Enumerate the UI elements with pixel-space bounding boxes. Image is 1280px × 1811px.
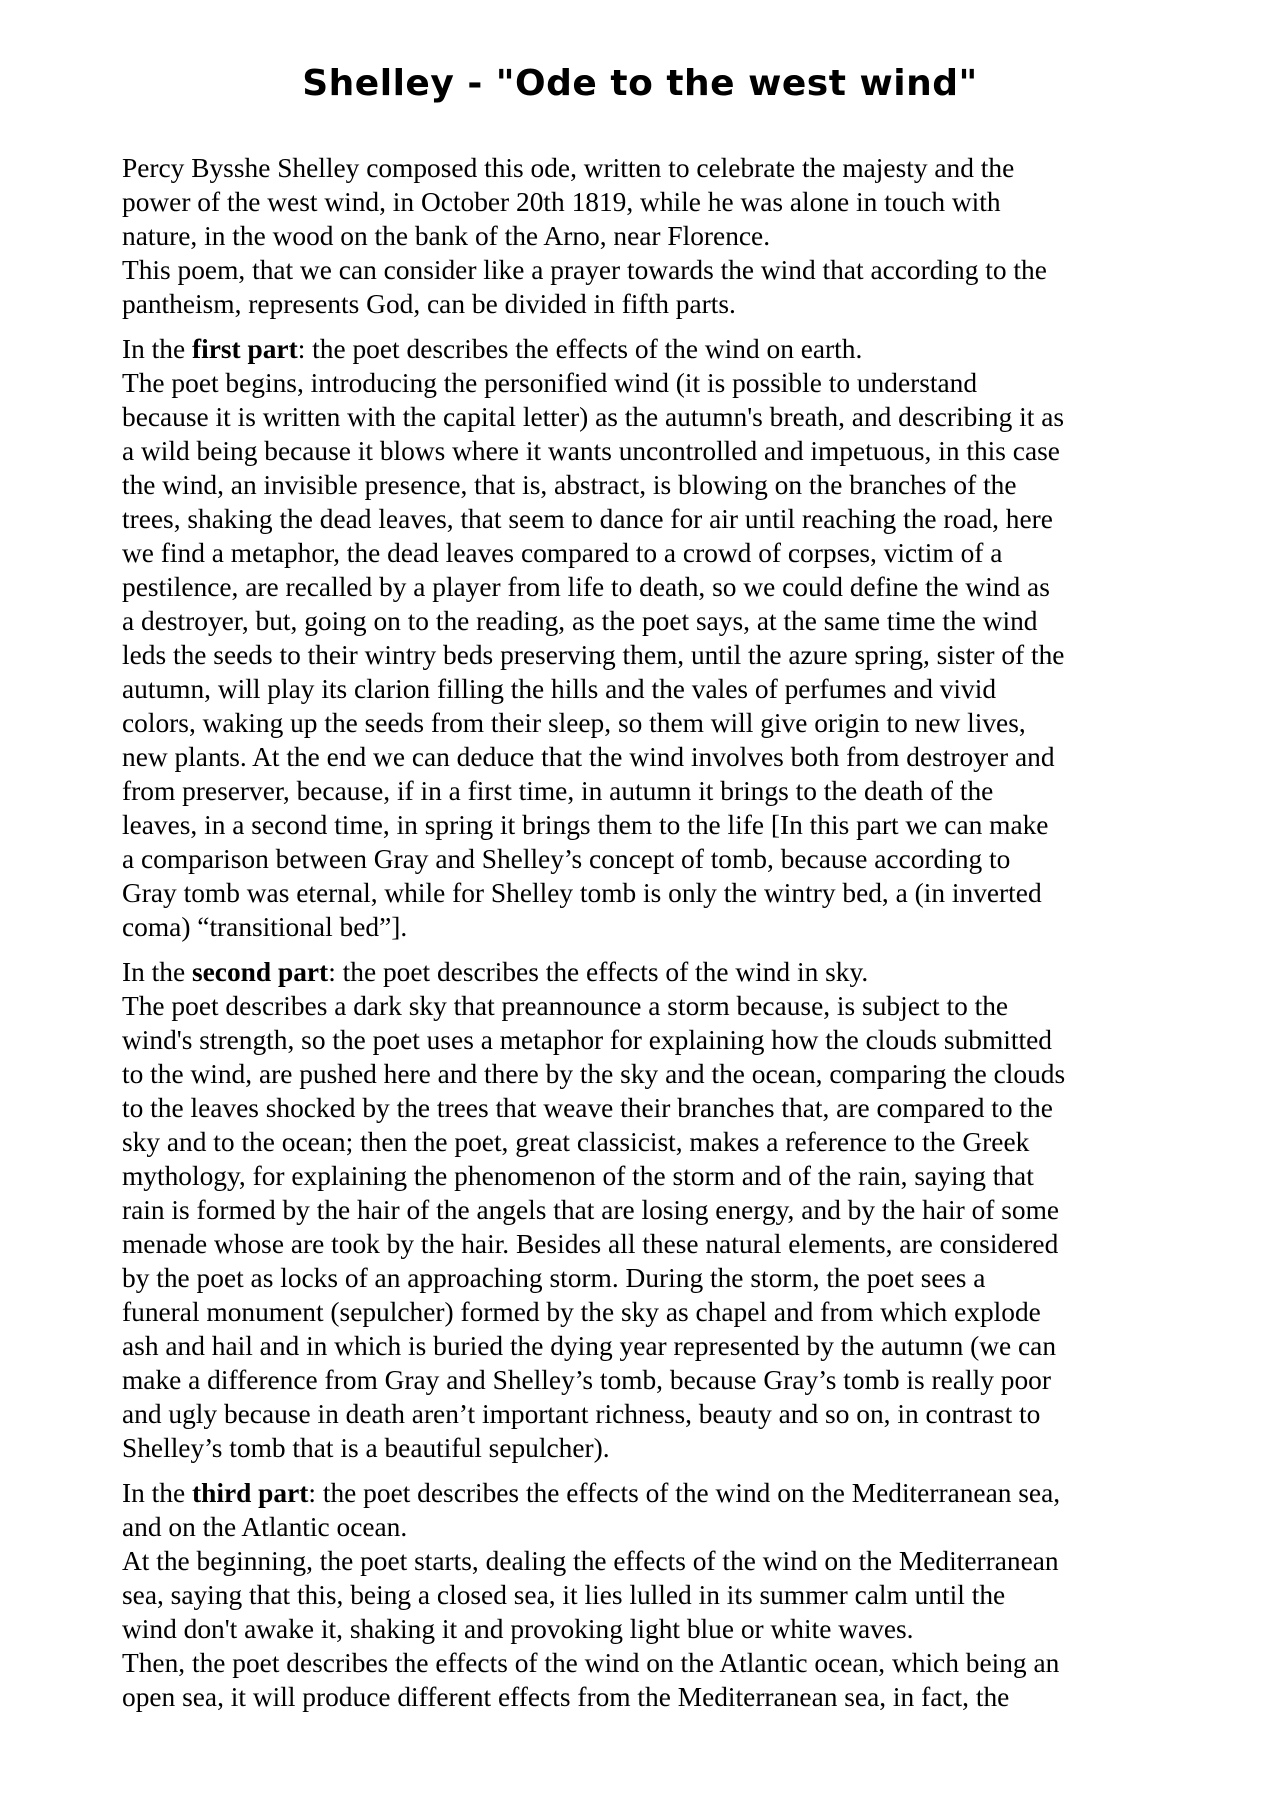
text-line: sky and to the ocean; then the poet, great classicist, makes a reference to the Greek (122, 1127, 1030, 1157)
text-line: sea, saying that this, being a closed sea, it lies lulled in its summer calm until the (122, 1580, 1006, 1610)
text-line: open sea, it will produce different effects from the Mediterranean sea, in fact, the (122, 1682, 1010, 1712)
text-line: to the leaves shocked by the trees that weave their branches that, are compared to the (122, 1093, 1053, 1123)
text-line: autumn, will play its clarion filling the hills and the vales of perfumes and vivid (122, 674, 997, 704)
text-line: leaves, in a second time, in spring it brings them to the life [In this part we can make (122, 810, 1049, 840)
first-part-label: first part (191, 334, 298, 364)
text-line: Percy Bysshe Shelley composed this ode, written to celebrate the majesty and the (122, 153, 1015, 183)
text-line: wind don't awake it, shaking it and provoking light blue or white waves. (122, 1614, 914, 1644)
text-line: rain is formed by the hair of the angels that are losing energy, and by the hair of some (122, 1195, 1060, 1225)
text-line: This poem, that we can consider like a prayer towards the wind that according to the (122, 255, 1047, 285)
text-line: a wild being because it blows where it wants uncontrolled and impetuous, in this case (122, 436, 1060, 466)
heading-lead: In the (122, 334, 192, 364)
third-part-paragraph (122, 1476, 1172, 1714)
third-part-heading (122, 1476, 1172, 1510)
second-part-paragraph (122, 955, 1172, 1465)
first-part-heading (122, 332, 1172, 366)
text-line: The poet describes a dark sky that preannounce a storm because, is subject to the (122, 991, 1009, 1021)
text-line: a comparison between Gray and Shelley’s concept of tomb, because according to (122, 844, 1011, 874)
text-line: pantheism, represents God, can be divided in fifth parts. (122, 289, 736, 319)
text-line: new plants. At the end we can deduce that the wind involves both from destroyer and (122, 742, 1055, 772)
text-line: from preserver, because, if in a first time, in autumn it brings to the death of the (122, 776, 994, 806)
text-line: make a difference from Gray and Shelley’s tomb, because Gray’s tomb is really poor (122, 1365, 1051, 1395)
text-line: power of the west wind, in October 20th 1819, while he was alone in touch with (122, 187, 1001, 217)
text-line: because it is written with the capital letter) as the autumn's breath, and describing it as (122, 402, 1065, 432)
text-line: coma) “transitional bed”]. (122, 912, 408, 942)
text-line: Gray tomb was eternal, while for Shelley tomb is only the wintry bed, a (in inverted (122, 878, 1042, 908)
first-part-paragraph (122, 332, 1172, 944)
heading-rest: : the poet describes the effects of the wind on earth. (297, 334, 863, 364)
text-line: funeral monument (sepulcher) formed by the sky as chapel and from which explode (122, 1297, 1041, 1327)
page-title: Shelley - "Ode to the west wind" (302, 63, 978, 104)
text-line: The poet begins, introducing the personified wind (it is possible to understand (122, 368, 978, 398)
text-line: wind's strength, so the poet uses a metaphor for explaining how the clouds submitted (122, 1025, 1052, 1055)
text-line: by the poet as locks of an approaching storm. During the storm, the poet sees a (122, 1263, 986, 1293)
second-part-label: second part (191, 957, 329, 987)
text-line: menade whose are took by the hair. Besides all these natural elements, are considered (122, 1229, 1059, 1259)
text-line: Shelley’s tomb that is a beautiful sepulcher). (122, 1433, 610, 1463)
text-line: ash and hail and in which is buried the dying year represented by the autumn (we can (122, 1331, 1057, 1361)
heading-lead: In the (122, 957, 192, 987)
second-part-heading (122, 955, 1172, 989)
heading-rest: : the poet describes the effects of the wind in sky. (328, 957, 869, 987)
text-line: Then, the poet describes the effects of the wind on the Atlantic ocean, which being an (122, 1648, 1060, 1678)
text-line: and ugly because in death aren’t important richness, beauty and so on, in contrast to (122, 1399, 1041, 1429)
text-line: At the beginning, the poet starts, dealing the effects of the wind on the Mediterranean (122, 1546, 1059, 1576)
text-line: leds the seeds to their wintry beds preserving them, until the azure spring, sister of the (122, 640, 1065, 670)
text-line: the wind, an invisible presence, that is, abstract, is blowing on the branches of the (122, 470, 1017, 500)
heading-rest: : the poet describes the effects of the wind on the Mediterranean sea, (308, 1478, 1061, 1508)
text-line: a destroyer, but, going on to the reading, as the poet says, at the same time the wind (122, 606, 1038, 636)
text-line: colors, waking up the seeds from their sleep, so them will give origin to new lives, (122, 708, 1026, 738)
text-line: trees, shaking the dead leaves, that seem to dance for air until reaching the road, here (122, 504, 1053, 534)
third-part-label: third part (191, 1478, 309, 1508)
text-line: and on the Atlantic ocean. (122, 1512, 408, 1542)
text-line: nature, in the wood on the bank of the Arno, near Florence. (122, 221, 771, 251)
intro-paragraph (122, 151, 1172, 321)
text-line: to the wind, are pushed here and there by the sky and the ocean, comparing the clouds (122, 1059, 1066, 1089)
heading-lead: In the (122, 1478, 192, 1508)
text-line: mythology, for explaining the phenomenon of the storm and of the rain, saying that (122, 1161, 1034, 1191)
text-line: we find a metaphor, the dead leaves compared to a crowd of corpses, victim of a (122, 538, 1003, 568)
text-line: pestilence, are recalled by a player from life to death, so we could define the wind as (122, 572, 1050, 602)
document-body (122, 151, 1172, 1725)
